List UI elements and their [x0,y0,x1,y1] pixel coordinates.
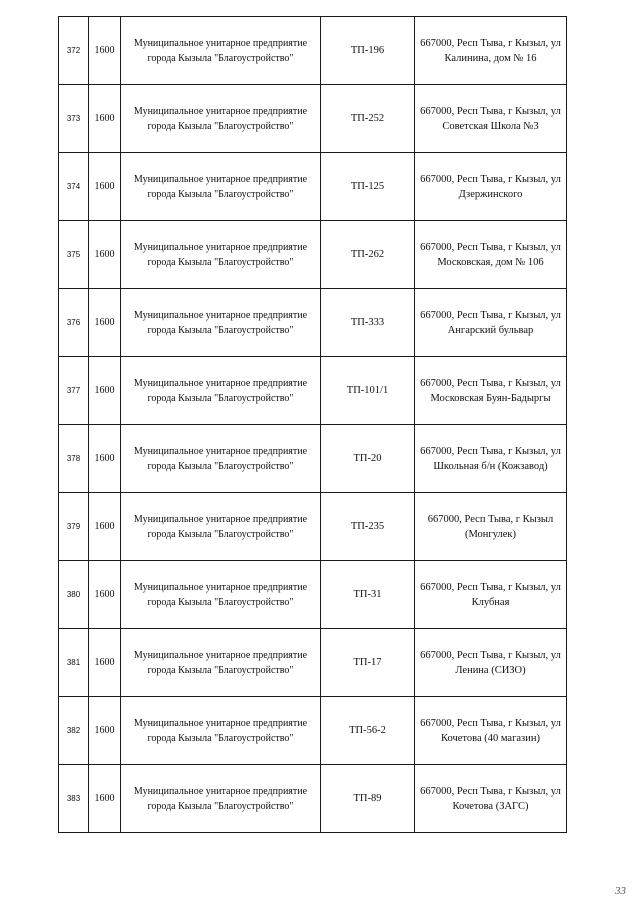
address-text: 667000, Респ Тыва, г Кызыл, ул Советская Школа №3 [420,105,561,132]
organization-name: Муниципальное унитарное предприятие города Кызыла "Благоустройство" [133,377,308,404]
power-value: 1600 [94,521,115,532]
address-text: 667000, Респ Тыва, г Кызыл, ул Московская, дом № 106 [420,241,561,268]
power-value: 1600 [94,589,115,600]
row-number-cell [59,221,89,289]
address-cell [415,765,567,833]
substation-id: ТП-235 [350,521,385,532]
substation-cell [321,697,415,765]
power-value: 1600 [94,385,115,396]
organization-name: Муниципальное унитарное предприятие города Кызыла "Благоустройство" [133,37,308,64]
organization-name: Муниципальное унитарное предприятие города Кызыла "Благоустройство" [133,785,308,812]
substation-cell [321,493,415,561]
registry-table-body [59,17,567,833]
row-number: 373 [66,114,81,123]
registry-table [58,16,567,833]
table-row [59,765,567,833]
table-row [59,697,567,765]
power-value: 1600 [94,113,115,124]
organization-cell [121,17,321,85]
address-text: 667000, Респ Тыва, г Кызыл, ул Московская Буян-Бадыргы [420,377,561,404]
row-number-cell [59,153,89,221]
row-number-cell [59,629,89,697]
organization-cell [121,765,321,833]
power-value: 1600 [94,657,115,668]
organization-name: Муниципальное унитарное предприятие города Кызыла "Благоустройство" [133,241,308,268]
organization-name: Муниципальное унитарное предприятие города Кызыла "Благоустройство" [133,309,308,336]
power-value: 1600 [94,181,115,192]
substation-id: ТП-17 [353,657,382,668]
address-cell [415,629,567,697]
power-value: 1600 [94,793,115,804]
row-number-cell [59,493,89,561]
row-number-cell [59,85,89,153]
row-number-cell [59,561,89,629]
substation-cell [321,221,415,289]
table-row [59,561,567,629]
power-cell [89,289,121,357]
substation-cell [321,153,415,221]
organization-cell [121,561,321,629]
organization-cell [121,221,321,289]
power-cell [89,765,121,833]
substation-id: ТП-196 [350,45,385,56]
address-text: 667000, Респ Тыва, г Кызыл, ул Дзержинского [420,173,561,200]
organization-name: Муниципальное унитарное предприятие города Кызыла "Благоустройство" [133,581,308,608]
table-row [59,153,567,221]
table-row [59,289,567,357]
power-value: 1600 [94,249,115,260]
row-number-cell [59,17,89,85]
organization-cell [121,425,321,493]
substation-cell [321,629,415,697]
substation-id: ТП-125 [350,181,385,192]
organization-cell [121,153,321,221]
power-cell [89,629,121,697]
substation-id: ТП-333 [350,317,385,328]
substation-cell [321,561,415,629]
substation-id: ТП-89 [353,793,382,804]
power-cell [89,493,121,561]
power-cell [89,425,121,493]
address-text: 667000, Респ Тыва, г Кызыл (Монгулек) [427,513,554,540]
address-cell [415,85,567,153]
organization-cell [121,289,321,357]
substation-id: ТП-262 [350,249,385,260]
row-number: 375 [66,250,81,259]
substation-cell [321,425,415,493]
substation-id: ТП-56-2 [349,725,386,736]
address-cell [415,493,567,561]
table-row [59,629,567,697]
address-cell [415,357,567,425]
organization-cell [121,697,321,765]
address-cell [415,17,567,85]
substation-cell [321,85,415,153]
substation-id: ТП-31 [353,589,382,600]
organization-name: Муниципальное унитарное предприятие города Кызыла "Благоустройство" [133,513,308,540]
organization-name: Муниципальное унитарное предприятие города Кызыла "Благоустройство" [133,173,308,200]
address-text: 667000, Респ Тыва, г Кызыл, ул Клубная [420,581,561,608]
address-text: 667000, Респ Тыва, г Кызыл, ул Ангарский бульвар [420,309,561,336]
row-number: 372 [66,46,81,55]
power-value: 1600 [94,317,115,328]
power-cell [89,697,121,765]
row-number: 374 [66,182,81,191]
address-cell [415,221,567,289]
power-cell [89,153,121,221]
power-cell [89,221,121,289]
address-cell [415,697,567,765]
row-number-cell [59,289,89,357]
table-row [59,17,567,85]
row-number: 380 [66,590,81,599]
substation-id: ТП-20 [353,453,382,464]
row-number: 379 [66,522,81,531]
address-cell [415,561,567,629]
organization-cell [121,357,321,425]
power-cell [89,17,121,85]
row-number: 383 [66,794,81,803]
address-cell [415,425,567,493]
row-number-cell [59,425,89,493]
row-number-cell [59,697,89,765]
row-number-cell [59,357,89,425]
substation-cell [321,17,415,85]
row-number-cell [59,765,89,833]
organization-name: Муниципальное унитарное предприятие города Кызыла "Благоустройство" [133,105,308,132]
address-text: 667000, Респ Тыва, г Кызыл, ул Кочетова (40 магазин) [420,717,561,744]
table-row [59,357,567,425]
table-row [59,85,567,153]
substation-cell [321,289,415,357]
substation-id: ТП-101/1 [346,385,389,396]
row-number: 377 [66,386,81,395]
power-cell [89,357,121,425]
address-cell [415,153,567,221]
organization-cell [121,493,321,561]
address-cell [415,289,567,357]
power-value: 1600 [94,45,115,56]
row-number: 381 [66,658,81,667]
organization-name: Муниципальное унитарное предприятие города Кызыла "Благоустройство" [133,445,308,472]
row-number: 378 [66,454,81,463]
page-number-mark: 33 [615,885,626,897]
table-row [59,425,567,493]
organization-cell [121,629,321,697]
row-number: 382 [66,726,81,735]
power-cell [89,85,121,153]
organization-cell [121,85,321,153]
power-value: 1600 [94,453,115,464]
address-text: 667000, Респ Тыва, г Кызыл, ул Калинина, дом № 16 [420,37,561,64]
organization-name: Муниципальное унитарное предприятие города Кызыла "Благоустройство" [133,717,308,744]
table-row [59,493,567,561]
address-text: 667000, Респ Тыва, г Кызыл, ул Школьная б/н (Кожзавод) [420,445,561,472]
substation-id: ТП-252 [350,113,385,124]
row-number: 376 [66,318,81,327]
power-cell [89,561,121,629]
power-value: 1600 [94,725,115,736]
address-text: 667000, Респ Тыва, г Кызыл, ул Ленина (СИЗО) [420,649,561,676]
organization-name: Муниципальное унитарное предприятие города Кызыла "Благоустройство" [133,649,308,676]
table-row [59,221,567,289]
address-text: 667000, Респ Тыва, г Кызыл, ул Кочетова (ЗАГС) [420,785,561,812]
substation-cell [321,357,415,425]
substation-cell [321,765,415,833]
